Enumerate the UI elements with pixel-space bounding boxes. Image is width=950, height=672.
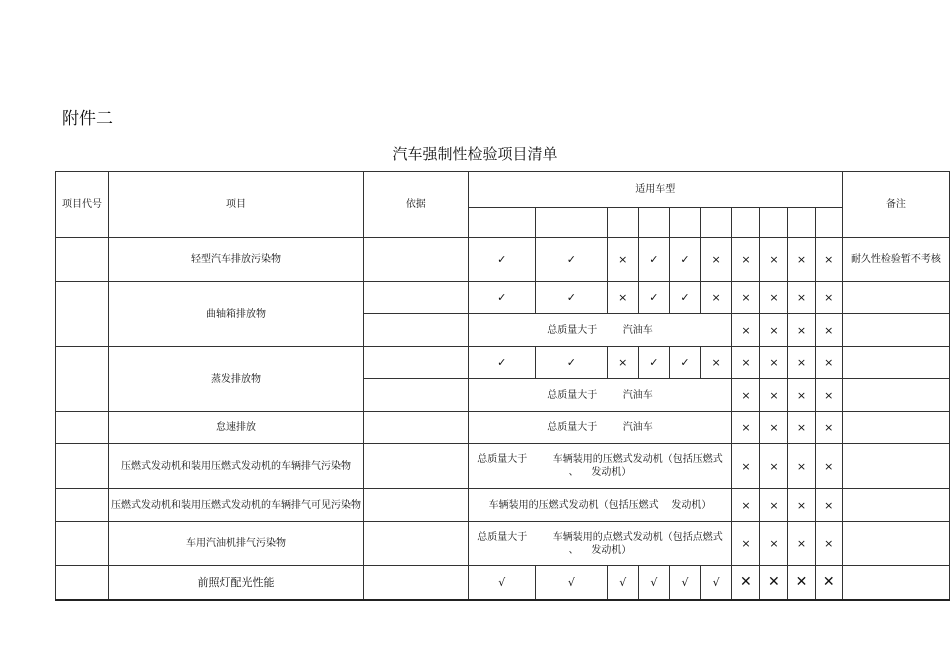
header-vehicle-types: 适用车型 bbox=[468, 172, 842, 208]
basis-cell bbox=[364, 412, 469, 444]
table-row bbox=[56, 238, 950, 282]
vehicle-type-cell bbox=[535, 208, 607, 238]
item-cell: 车用汽油机排气污染物 bbox=[109, 522, 364, 566]
vehicle-type-cell bbox=[788, 208, 815, 238]
mark-cell: √ bbox=[638, 566, 670, 600]
mark-cell: √ bbox=[535, 566, 607, 600]
basis-cell bbox=[364, 489, 469, 522]
table-row bbox=[56, 347, 950, 379]
mark-cell: × bbox=[815, 314, 842, 347]
condition-cell: 总质量大于 汽油车 bbox=[468, 412, 732, 444]
mark-cell: × bbox=[788, 522, 815, 566]
code-cell bbox=[56, 347, 109, 412]
item-cell: 前照灯配光性能 bbox=[109, 566, 364, 600]
item-cell: 怠速排放 bbox=[109, 412, 364, 444]
mark-cell: × bbox=[732, 522, 760, 566]
mark-cell: × bbox=[732, 379, 760, 412]
mark-cell: × bbox=[760, 347, 788, 379]
mark-cell: × bbox=[732, 282, 760, 314]
basis-cell bbox=[364, 282, 469, 314]
header-remarks: 备注 bbox=[842, 172, 949, 238]
annex-label: 附件二 bbox=[62, 109, 113, 129]
mark-cell: × bbox=[732, 444, 760, 489]
mark-cell: ✕ bbox=[732, 566, 760, 600]
vehicle-type-cell bbox=[670, 208, 701, 238]
table-row bbox=[56, 489, 950, 522]
vehicle-type-cell bbox=[638, 208, 670, 238]
mark-cell: ✕ bbox=[815, 566, 842, 600]
mark-cell: √ bbox=[468, 566, 535, 600]
mark-cell: × bbox=[788, 314, 815, 347]
mark-cell: × bbox=[700, 282, 732, 314]
vehicle-type-cell bbox=[468, 208, 535, 238]
remark-cell bbox=[842, 379, 949, 412]
mark-cell: × bbox=[700, 238, 732, 282]
vehicle-type-cell bbox=[815, 208, 842, 238]
code-cell bbox=[56, 444, 109, 489]
item-cell: 压燃式发动机和装用压燃式发动机的车辆排气污染物 bbox=[109, 444, 364, 489]
header-basis: 依据 bbox=[364, 172, 469, 238]
mark-cell: × bbox=[760, 282, 788, 314]
remark-cell: 耐久性检验暂不考核 bbox=[842, 238, 949, 282]
basis-cell bbox=[364, 379, 469, 412]
mark-cell: × bbox=[788, 347, 815, 379]
mark-cell: × bbox=[760, 379, 788, 412]
remark-cell bbox=[842, 444, 949, 489]
mark-cell: × bbox=[788, 379, 815, 412]
code-cell bbox=[56, 282, 109, 347]
inspection-checklist-table bbox=[55, 171, 950, 601]
mark-cell: ✓ bbox=[670, 238, 701, 282]
mark-cell: × bbox=[732, 347, 760, 379]
mark-cell: ✓ bbox=[468, 347, 535, 379]
mark-cell: × bbox=[788, 282, 815, 314]
mark-cell: × bbox=[760, 489, 788, 522]
mark-cell: × bbox=[607, 238, 638, 282]
item-cell: 曲轴箱排放物 bbox=[109, 282, 364, 347]
code-cell bbox=[56, 566, 109, 600]
remark-cell bbox=[842, 282, 949, 314]
basis-cell bbox=[364, 566, 469, 600]
basis-cell bbox=[364, 347, 469, 379]
mark-cell: ✓ bbox=[638, 282, 670, 314]
mark-cell: × bbox=[815, 379, 842, 412]
table-row bbox=[56, 282, 950, 314]
mark-cell: × bbox=[815, 282, 842, 314]
mark-cell: × bbox=[760, 314, 788, 347]
mark-cell: × bbox=[732, 412, 760, 444]
mark-cell: × bbox=[760, 238, 788, 282]
mark-cell: × bbox=[760, 522, 788, 566]
mark-cell: √ bbox=[670, 566, 701, 600]
code-cell bbox=[56, 412, 109, 444]
mark-cell: √ bbox=[607, 566, 638, 600]
mark-cell: × bbox=[732, 238, 760, 282]
mark-cell: × bbox=[732, 314, 760, 347]
mark-cell: ✓ bbox=[535, 238, 607, 282]
mark-cell: × bbox=[815, 238, 842, 282]
mark-cell: × bbox=[760, 444, 788, 489]
code-cell bbox=[56, 238, 109, 282]
mark-cell: × bbox=[815, 347, 842, 379]
remark-cell bbox=[842, 412, 949, 444]
condition-cell: 总质量大于 车辆装用的点燃式发动机（包括点燃式 、 发动机） bbox=[468, 522, 732, 566]
vehicle-type-cell bbox=[700, 208, 732, 238]
remark-cell bbox=[842, 522, 949, 566]
mark-cell: ✓ bbox=[468, 238, 535, 282]
mark-cell: ✓ bbox=[638, 238, 670, 282]
mark-cell: × bbox=[788, 238, 815, 282]
mark-cell: ✓ bbox=[535, 347, 607, 379]
mark-cell: √ bbox=[700, 566, 732, 600]
header-item: 项目 bbox=[109, 172, 364, 238]
mark-cell: × bbox=[607, 347, 638, 379]
basis-cell bbox=[364, 314, 469, 347]
mark-cell: ✓ bbox=[670, 282, 701, 314]
mark-cell: × bbox=[607, 282, 638, 314]
remark-cell bbox=[842, 314, 949, 347]
condition-cell: 总质量大于 车辆装用的压燃式发动机（包括压燃式 、 发动机） bbox=[468, 444, 732, 489]
vehicle-type-cell bbox=[732, 208, 760, 238]
document-title: 汽车强制性检验项目清单 bbox=[392, 145, 558, 163]
table-row bbox=[56, 444, 950, 489]
mark-cell: × bbox=[732, 489, 760, 522]
mark-cell: ✕ bbox=[788, 566, 815, 600]
mark-cell: ✓ bbox=[535, 282, 607, 314]
vehicle-type-cell bbox=[607, 208, 638, 238]
mark-cell: ✕ bbox=[760, 566, 788, 600]
basis-cell bbox=[364, 444, 469, 489]
condition-cell: 总质量大于 汽油车 bbox=[468, 379, 732, 412]
code-cell bbox=[56, 489, 109, 522]
basis-cell bbox=[364, 522, 469, 566]
remark-cell bbox=[842, 347, 949, 379]
mark-cell: × bbox=[788, 412, 815, 444]
code-cell bbox=[56, 522, 109, 566]
item-cell: 蒸发排放物 bbox=[109, 347, 364, 412]
mark-cell: × bbox=[788, 444, 815, 489]
mark-cell: × bbox=[815, 522, 842, 566]
mark-cell: ✓ bbox=[670, 347, 701, 379]
mark-cell: × bbox=[815, 444, 842, 489]
mark-cell: × bbox=[760, 412, 788, 444]
table-row bbox=[56, 522, 950, 566]
mark-cell: × bbox=[700, 347, 732, 379]
remark-cell bbox=[842, 566, 949, 600]
header-code: 项目代号 bbox=[56, 172, 109, 238]
table-row bbox=[56, 566, 950, 600]
remark-cell bbox=[842, 489, 949, 522]
basis-cell bbox=[364, 238, 469, 282]
mark-cell: × bbox=[788, 489, 815, 522]
condition-cell: 车辆装用的压燃式发动机（包括压燃式 发动机） bbox=[468, 489, 732, 522]
vehicle-type-cell bbox=[760, 208, 788, 238]
item-cell: 压燃式发动机和装用压燃式发动机的车辆排气可见污染物 bbox=[109, 489, 364, 522]
condition-cell: 总质量大于 汽油车 bbox=[468, 314, 732, 347]
mark-cell: × bbox=[815, 489, 842, 522]
mark-cell: ✓ bbox=[638, 347, 670, 379]
table-row bbox=[56, 412, 950, 444]
mark-cell: ✓ bbox=[468, 282, 535, 314]
item-cell: 轻型汽车排放污染物 bbox=[109, 238, 364, 282]
mark-cell: × bbox=[815, 412, 842, 444]
